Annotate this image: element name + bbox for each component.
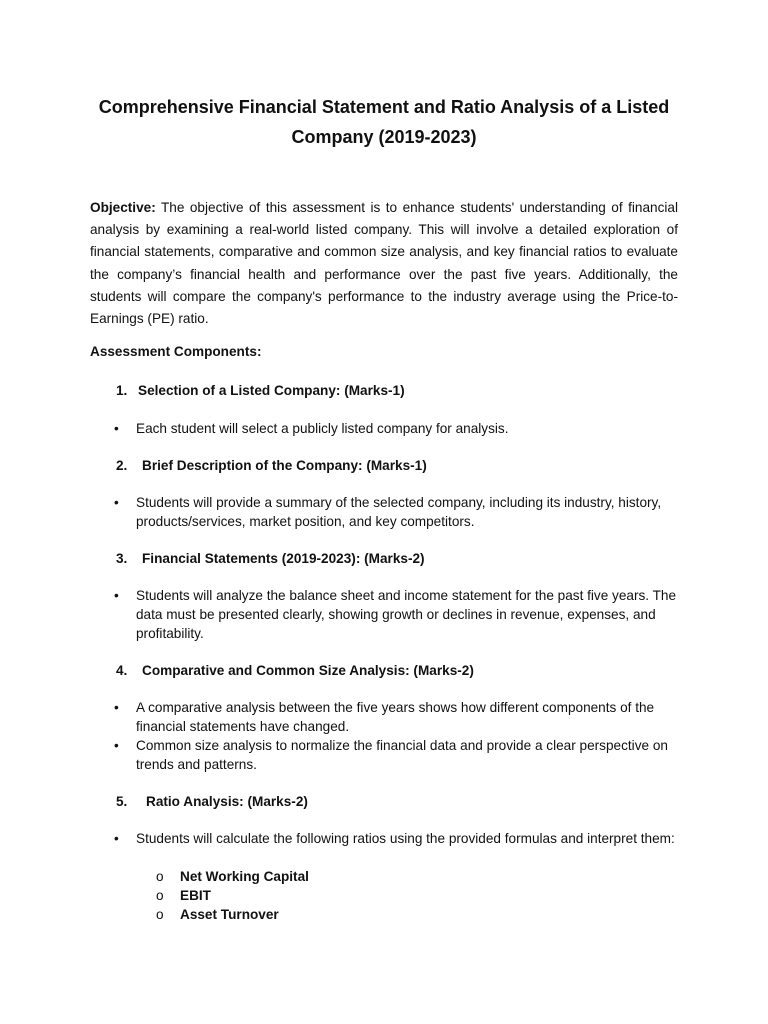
bullet-icon: • [114, 738, 119, 753]
sub-list-item [156, 886, 309, 905]
section-number: 1. [116, 383, 128, 398]
section-5-bullets [114, 829, 681, 848]
bullet-icon: • [114, 831, 119, 846]
list-item-text: Each student will select a publicly listed company for analysis. [136, 421, 509, 436]
sub-list-item [156, 867, 309, 886]
list-item [114, 419, 681, 438]
bullet-icon: • [114, 700, 119, 715]
document-title: Comprehensive Financial Statement and Ratio Analysis of a Listed Company (2019-2023) [98, 97, 670, 147]
bullet-icon: • [114, 421, 119, 436]
section-4-heading [116, 661, 474, 681]
section-number: 4. [116, 663, 128, 678]
list-item-text: Students will analyze the balance sheet and income statement for the past five years. The data must be presented clearly, showing growth or declines in revenue, expenses, and profitability. [136, 588, 677, 641]
sub-list-item-text: Asset Turnover [180, 907, 279, 922]
sub-list-item [156, 905, 309, 924]
list-item [114, 736, 681, 774]
list-item-text: Common size analysis to normalize the financial data and provide a clear perspective on trends and patterns. [136, 738, 668, 772]
section-title: Selection of a Listed Company: (Marks-1) [138, 383, 405, 398]
objective-paragraph [90, 197, 678, 330]
objective-text: The objective of this assessment is to enhance students' understanding of financial analysis by examining a real-world listed company. This will involve a detailed exploration of financial statements, comparative and common size analysis, and key financial ratios to evaluate the company’s financial health and performance over the past five years. Additionally, the students will compare the company's performance to the industry average using the Price-to-Earnings (PE) ratio. [90, 200, 678, 327]
sub-list-item-text: EBIT [180, 888, 211, 903]
section-3-heading [116, 549, 425, 569]
list-item [114, 586, 681, 643]
list-item-text: A comparative analysis between the five years shows how different components of the financial statements have changed. [136, 700, 655, 734]
section-3-bullets [114, 586, 681, 643]
list-item-text: Students will provide a summary of the selected company, including its industry, history, products/services, market position, and key competitors. [136, 495, 662, 529]
list-item-text: Students will calculate the following ratios using the provided formulas and interpret them: [136, 831, 675, 846]
bullet-icon: • [114, 495, 119, 510]
section-title: Comparative and Common Size Analysis: (Marks-2) [142, 663, 474, 678]
section-title: Brief Description of the Company: (Marks-1) [142, 458, 427, 473]
section-number: 5. [116, 794, 128, 809]
components-heading: Assessment Components: [90, 344, 262, 359]
bullet-icon: • [114, 588, 119, 603]
section-title: Ratio Analysis: (Marks-2) [146, 794, 308, 809]
circle-bullet-icon: o [156, 888, 164, 903]
sub-list-item-text: Net Working Capital [180, 869, 309, 884]
list-item [114, 493, 681, 531]
section-2-heading [116, 456, 427, 476]
section-1-bullets [114, 419, 681, 438]
section-number: 2. [116, 458, 128, 473]
section-5-heading [116, 792, 308, 812]
ratio-sub-list [156, 867, 309, 924]
section-2-bullets [114, 493, 681, 531]
list-item [114, 829, 681, 848]
list-item [114, 698, 681, 736]
objective-label: Objective: [90, 200, 156, 215]
section-title: Financial Statements (2019-2023): (Marks-2) [142, 551, 425, 566]
section-number: 3. [116, 551, 128, 566]
circle-bullet-icon: o [156, 869, 164, 884]
section-4-bullets [114, 698, 681, 774]
section-1-heading [116, 381, 405, 401]
circle-bullet-icon: o [156, 907, 164, 922]
